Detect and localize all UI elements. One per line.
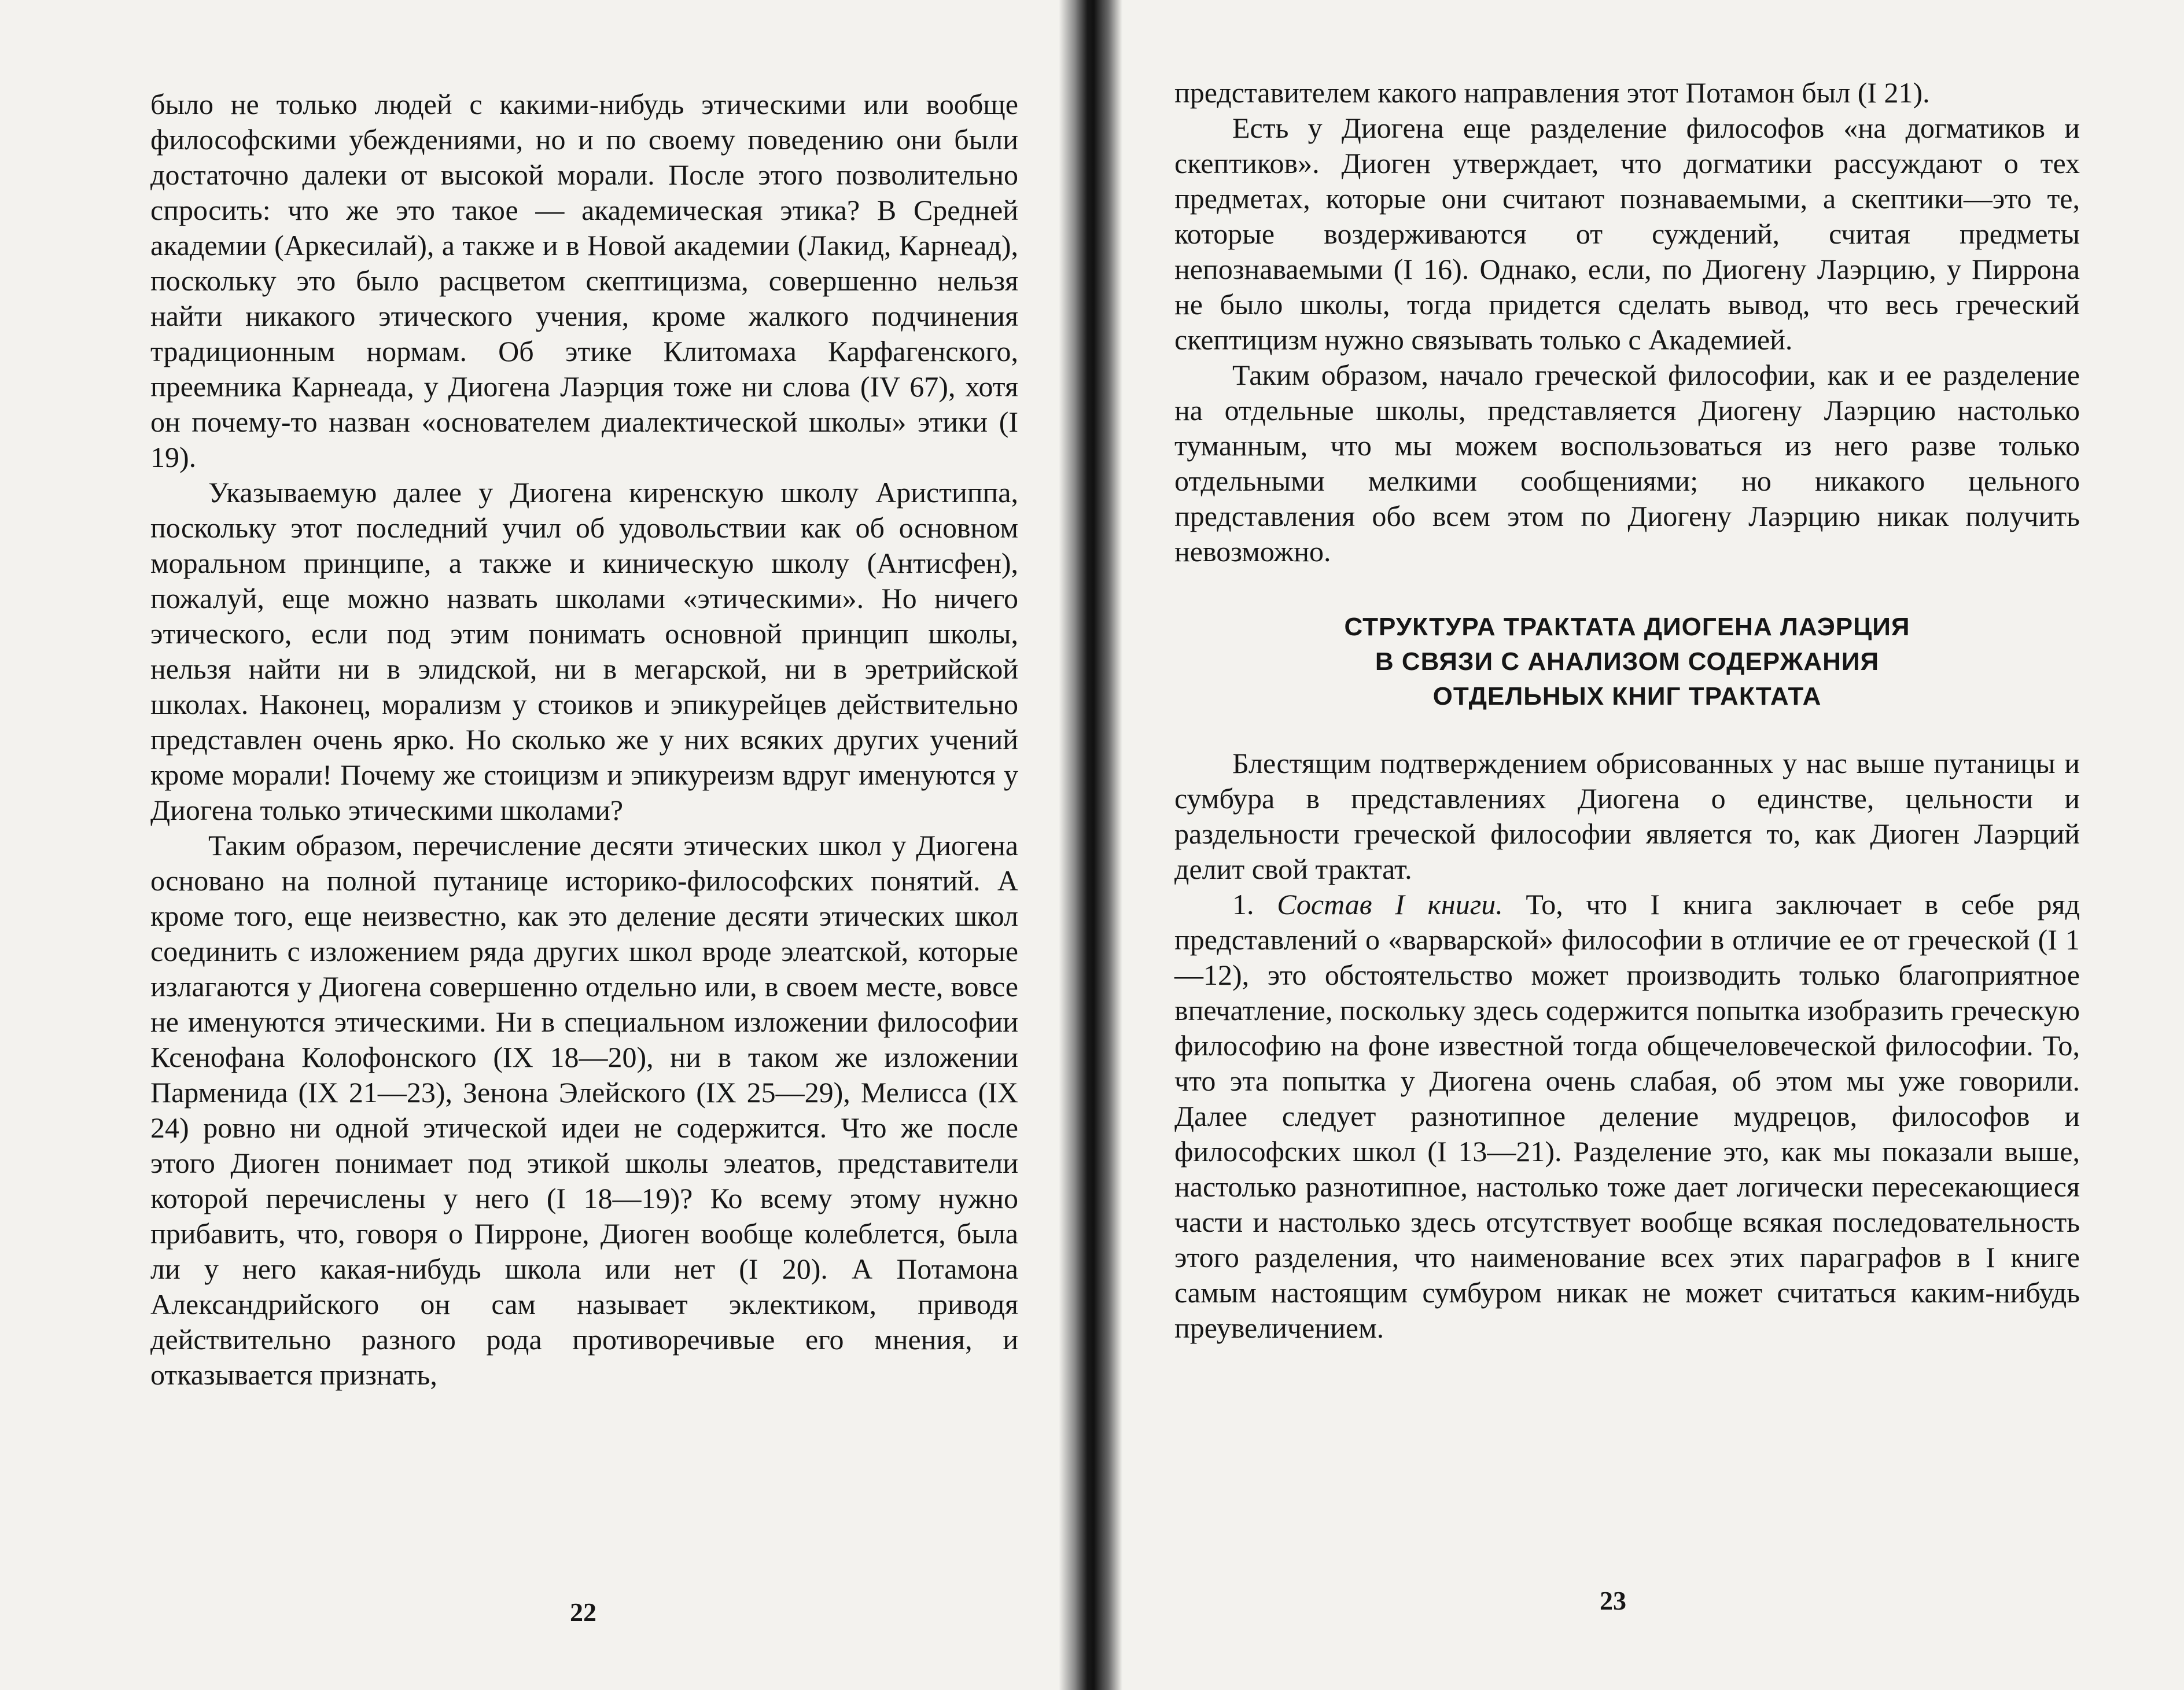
section-heading xyxy=(1174,610,2080,714)
right-page xyxy=(1114,0,2184,1690)
heading-line: СТРУКТУРА ТРАКТАТА ДИОГЕНА ЛАЭРЦИЯ xyxy=(1344,613,1910,641)
left-page-text xyxy=(150,87,1018,1393)
paragraph: Блестящим подтверждением обрисованных у нас выше путаницы и сумбура в представлениях Диогена о единстве, цельности и раздельности греческой философии является то, как Диоген Лаэрций делит свой трактат. xyxy=(1174,747,2080,885)
page-number-right: 23 xyxy=(1600,1586,1626,1615)
paragraph: Таким образом, перечисление десяти этических школ у Диогена основано на полной путанице историко-философских понятий. А кроме того, еще неизвестно, как это деление десяти этических школ соединить с изложением ряда других школ вроде элеатской, которые излагаются у Диогена совершенно отдельно или, в своем месте, вовсе не именуются этическими. Ни в специальном изложении философии Ксенофана Колофонского (IX 18—20), ни в таком же изложении Парменида (IX 21—23), Зенона Элейского (IX 25—29), Мелисса (IX 24) ровно ни одной этической идеи не содержится. Что же после этого Диоген понимает под этикой школы элеатов, представители которой перечислены у него (I 18—19)? Ко всему этому нужно прибавить, что, говоря о Пирроне, Диоген вообще колеблется, была ли у него какая-нибудь школа или нет (I 20). А Потамона Александрийского он сам называет эклектиком, приводя действительно разного рода противоречивые его мнения, и отказывается признать, xyxy=(150,829,1018,1391)
section-paragraph xyxy=(1174,887,2080,1346)
paragraph: Есть у Диогена еще разделение философов «на догматиков и скептиков». Диоген утверждает, что догматики рассуждают о тех предметах, которые они считают познаваемыми, а скептики—это те, которые воздерживаются от суждений, считая предметы непознаваемыми (I 16). Однако, если, по Диогену Лаэрцию, у Пиррона не было школы, тогда придется сделать вывод, что весь греческий скептицизм нужно связывать только с Академией. xyxy=(1174,112,2080,356)
section-text: То, что I книга заключает в себе ряд представлений о «варварской» философии в отличие ее от греческой (I 1—12), это обстоятельство может производить только благоприятное впечатление, поскольку здесь содержится попытка изобразить греческую философию на фоне известной тогда общечеловеческой философии. То, что эта попытка у Диогена очень слабая, об этом мы уже говорили. Далее следует разнотипное деление мудрецов, философов и философских школ (I 13—21). Разделение это, как мы показали выше, настолько разнотипное, настолько тоже дает логически пересекающиеся части и настолько здесь отсутствует вообще всякая последовательность этого разделения, что наименование всех этих параграфов в I книге самым настоящим сумбуром никак не может считаться каким-нибудь преувеличением. xyxy=(1174,888,2080,1344)
heading-line: В СВЯЗИ С АНАЛИЗОМ СОДЕРЖАНИЯ xyxy=(1375,647,1880,676)
section-number: 1. xyxy=(1232,888,1254,921)
paragraph: Таким образом, начало греческой философии, как и ее разделение на отдельные школы, представляется Диогену Лаэрцию настолько туманным, что мы можем воспользоваться из него разве только отдельными мелкими сообщениями; но никакого цельного представления обо всем этом по Диогену Лаэрцию никак получить невозможно. xyxy=(1174,359,2080,568)
paragraph: представителем какого направления этот Потамон был (I 21). xyxy=(1174,76,1930,109)
book-gutter xyxy=(1059,0,1122,1690)
right-page-text xyxy=(1174,75,2080,1346)
heading-line: ОТДЕЛЬНЫХ КНИГ ТРАКТАТА xyxy=(1432,682,1822,710)
page-number-left: 22 xyxy=(570,1597,596,1627)
section-title: Состав I книги. xyxy=(1277,888,1503,921)
paragraph: было не только людей с какими-нибудь этическими или вообще философскими убеждениями, но и по своему поведению они были достаточно далеки от высокой морали. После этого позволительно спросить: что же это такое — академическая этика? В Средней академии (Аркесилай), а также и в Новой академии (Лакид, Карнеад), поскольку это было расцветом скептицизма, совершенно нельзя найти никакого этического учения, кроме жалкого подчинения традиционным нормам. Об этике Клитомаха Карфагенского, преемника Карнеада, у Диогена Лаэрция тоже ни слова (IV 67), хотя он почему-то назван «основателем диалектической школы» этики (I 19). xyxy=(150,88,1018,473)
paragraph: Указываемую далее у Диогена киренскую школу Аристиппа, поскольку этот последний учил об удовольствии как об основном моральном принципе, а также и киническую школу (Антисфен), пожалуй, еще можно назвать школами «этическими». Но ничего этического, если под этим понимать основной принцип школы, нельзя найти ни в элидской, ни в мегарской, ни в эретрийской школах. Наконец, морализм у стоиков и эпикурейцев действительно представлен очень ярко. Но сколько же у них всяких других учений кроме морали! Почему же стоицизм и эпикуреизм вдруг именуются у Диогена только этическими школами? xyxy=(150,476,1018,826)
left-page xyxy=(0,0,1070,1690)
